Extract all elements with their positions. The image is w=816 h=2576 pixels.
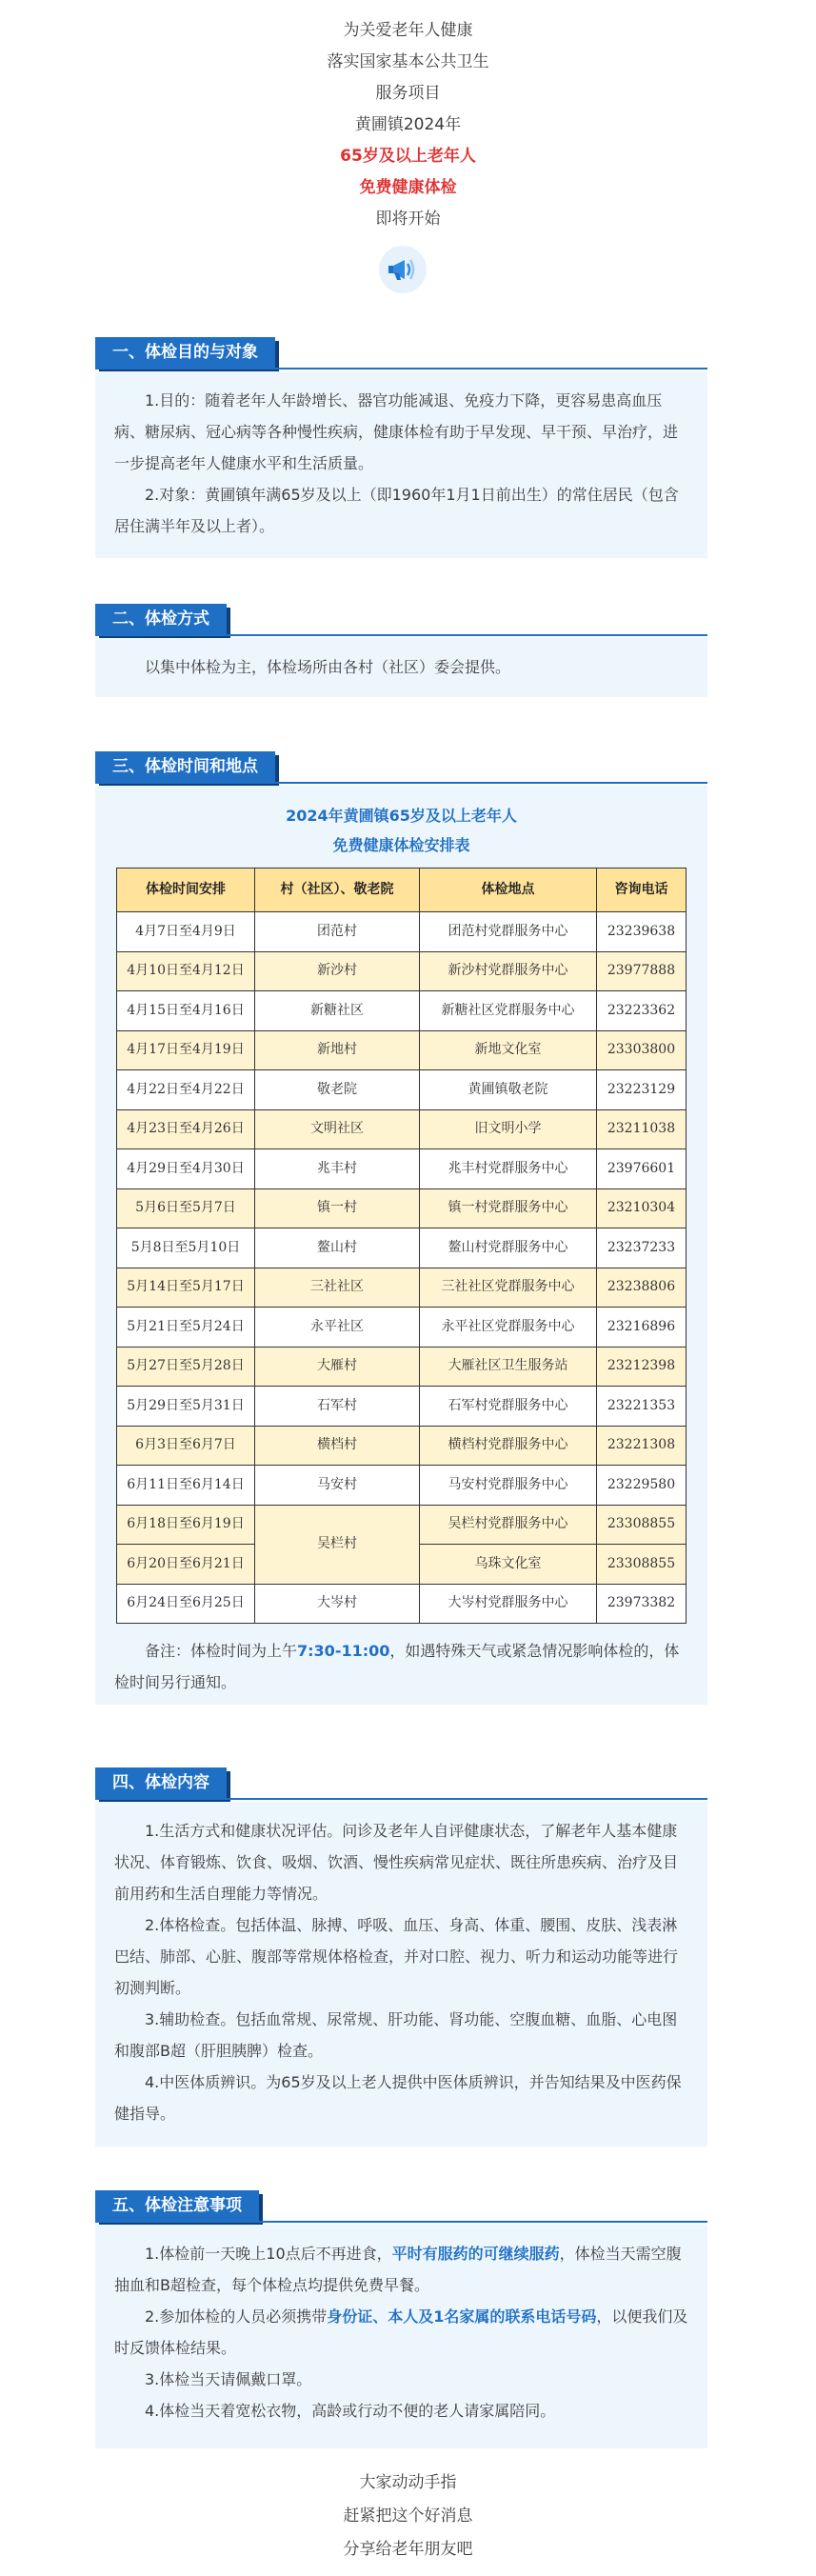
table-title: 2024年黄圃镇65岁及以上老年人	[286, 807, 517, 825]
text: 2.参加体检的人员必须携带	[145, 2307, 328, 2326]
section-rule	[95, 782, 707, 784]
cell-village: 团范村	[255, 912, 420, 952]
cell-location: 鳌山村党群服务中心	[420, 1228, 597, 1268]
cell-date: 6月20日至6月21日	[117, 1545, 255, 1585]
table-row	[117, 1308, 687, 1348]
paragraph: 2.对象：黄圃镇年满65岁及以上（即1960年1月1日前出生）的常住居民（包含居住满半年及以上者）。	[114, 486, 679, 535]
table-row	[117, 991, 687, 1031]
cell-location: 新沙村党群服务中心	[420, 951, 597, 991]
intro-line: 即将开始	[375, 210, 441, 229]
cell-phone: 23212398	[597, 1347, 687, 1387]
megaphone-icon	[379, 246, 427, 293]
section-header	[95, 748, 707, 784]
cell-phone: 23216896	[597, 1308, 687, 1348]
intro-line: 黄圃镇2024年	[354, 115, 462, 134]
section-content	[95, 371, 707, 558]
note-time: 7:30-11:00	[297, 1642, 390, 1660]
cell-phone: 23973382	[597, 1584, 687, 1624]
paragraph: 3.体检当天请佩戴口罩。	[145, 2370, 312, 2388]
cell-date: 4月10日至4月12日	[117, 951, 255, 991]
cell-phone: 23977888	[597, 951, 687, 991]
paragraph: 4.体检当天着宽松衣物，高龄或行动不便的老人请家属陪同。	[145, 2402, 556, 2420]
cell-location: 旧文明小学	[420, 1109, 597, 1149]
intro-line: 落实国家基本公共卫生	[327, 52, 489, 71]
column-header: 体检时间安排	[117, 869, 255, 912]
paragraph: 4.中医体质辨识。为65岁及以上老人提供中医体质辨识，并告知结果及中医药保健指导。	[114, 2073, 682, 2123]
column-header: 体检地点	[420, 869, 597, 912]
cell-date: 4月22日至4月22日	[117, 1070, 255, 1110]
cell-phone: 23223362	[597, 991, 687, 1031]
table-row	[117, 1466, 687, 1506]
cell-village: 大雁村	[255, 1347, 420, 1387]
table-row	[117, 1030, 687, 1070]
cell-date: 5月21日至5月24日	[117, 1308, 255, 1348]
column-header: 咨询电话	[597, 869, 687, 912]
table-row	[117, 1188, 687, 1228]
cell-phone: 23239638	[597, 912, 687, 952]
cell-phone: 23238806	[597, 1268, 687, 1308]
cell-date: 6月11日至6月14日	[117, 1466, 255, 1506]
cell-phone: 23210304	[597, 1188, 687, 1228]
cell-date: 4月7日至4月9日	[117, 912, 255, 952]
cell-location: 吴栏村党群服务中心	[420, 1505, 597, 1545]
cell-location: 马安村党群服务中心	[420, 1466, 597, 1506]
cell-village: 镇一村	[255, 1188, 420, 1228]
cell-phone: 23303800	[597, 1030, 687, 1070]
cell-date: 4月23日至4月26日	[117, 1109, 255, 1149]
cell-village: 吴栏村	[255, 1505, 420, 1584]
table-row	[117, 1228, 687, 1268]
intro-line: 服务项目	[375, 84, 441, 103]
table-row	[117, 1505, 687, 1545]
cell-village: 横档村	[255, 1426, 420, 1466]
cell-location: 石军村党群服务中心	[420, 1387, 597, 1427]
note-text: ，如遇特殊天气或紧急情况影响体检的，体检时间另行通知。	[114, 1642, 680, 1691]
cell-phone: 23976601	[597, 1149, 687, 1189]
section-notes	[95, 2187, 707, 2420]
cell-date: 5月8日至5月10日	[117, 1228, 255, 1268]
footer-line: 分享给老年朋友吧	[343, 2540, 473, 2559]
footer-line: 大家动动手指	[359, 2473, 457, 2492]
column-header: 村（社区）、敬老院	[255, 869, 420, 912]
cell-date: 6月3日至6月7日	[117, 1426, 255, 1466]
cell-phone: 23223129	[597, 1070, 687, 1110]
section-rule	[95, 634, 707, 636]
text: ，以便我们及时反馈体检结果。	[114, 2307, 688, 2357]
cell-location: 黄圃镇敬老院	[420, 1070, 597, 1110]
cell-phone: 23237233	[597, 1228, 687, 1268]
cell-date: 6月24日至6月25日	[117, 1584, 255, 1624]
cell-date: 4月15日至4月16日	[117, 991, 255, 1031]
table-row	[117, 1149, 687, 1189]
section-header	[95, 333, 707, 369]
table-row	[117, 951, 687, 991]
cell-phone: 23211038	[597, 1109, 687, 1149]
cell-village: 石军村	[255, 1387, 420, 1427]
table-row	[117, 1070, 687, 1110]
cell-village: 永平社区	[255, 1308, 420, 1348]
table-row	[117, 912, 687, 952]
section-content	[95, 2225, 707, 2448]
text: ，体检当天需空腹抽血和B超检查，每个体检点均提供免费早餐。	[114, 2245, 682, 2294]
text: 1.体检前一天晚上10点后不再进食，	[145, 2245, 392, 2263]
section-header	[95, 2187, 707, 2223]
paragraph: 2.体格检查。包括体温、脉搏、呼吸、血压、身高、体重、腰围、皮肤、浅表淋巴结、肺部、心脏、腹部等常规体格检查，并对口腔、视力、听力和运动功能等进行初测判断。	[114, 1916, 679, 1997]
cell-location: 横档村党群服务中心	[420, 1426, 597, 1466]
section-purpose	[95, 333, 707, 535]
section-title: 四、体检内容	[95, 1767, 227, 1798]
intro-block	[0, 15, 816, 235]
emphasis: 身份证、本人及1名家属的联系电话号码	[327, 2307, 597, 2326]
section-title: 一、体检目的与对象	[95, 337, 275, 368]
cell-location: 永平社区党群服务中心	[420, 1308, 597, 1348]
footer	[0, 2466, 816, 2566]
table-header-row	[117, 869, 687, 912]
intro-line: 为关爱老年人健康	[343, 21, 473, 40]
section-header	[95, 600, 707, 636]
cell-date: 5月14日至5月17日	[117, 1268, 255, 1308]
section-content	[95, 786, 707, 1705]
paragraph: 3.辅助检查。包括血常规、尿常规、肝功能、肾功能、空腹血糖、血脂、心电图和腹部B超（肝胆胰脾）检查。	[114, 2010, 678, 2060]
section-method	[95, 600, 707, 676]
cell-village: 三社社区	[255, 1268, 420, 1308]
cell-date: 5月27日至5月28日	[117, 1347, 255, 1387]
section-header	[95, 1764, 707, 1800]
cell-date: 5月6日至5月7日	[117, 1188, 255, 1228]
cell-village: 文明社区	[255, 1109, 420, 1149]
cell-location: 镇一村党群服务中心	[420, 1188, 597, 1228]
paragraph	[114, 2301, 688, 2364]
section-rule	[95, 2221, 707, 2223]
section-content	[95, 1802, 707, 2147]
table-row	[117, 1387, 687, 1427]
cell-location: 三社社区党群服务中心	[420, 1268, 597, 1308]
section-rule	[95, 368, 707, 369]
cell-village: 新糖社区	[255, 991, 420, 1031]
note-text: 备注：体检时间为上午	[145, 1642, 298, 1660]
cell-village: 鳌山村	[255, 1228, 420, 1268]
paragraph: 1.目的：随着老年人年龄增长、器官功能减退、免疫力下降，更容易患高血压病、糖尿病、冠心病等各种慢性疾病，健康体检有助于早发现、早干预、早治疗，进一步提高老年人健康水平和生活质量。	[114, 391, 679, 472]
cell-date: 6月18日至6月19日	[117, 1505, 255, 1545]
section-schedule	[95, 748, 707, 1691]
section-title: 三、体检时间和地点	[95, 751, 275, 782]
cell-location: 团范村党群服务中心	[420, 912, 597, 952]
footer-line: 赶紧把这个好消息	[343, 2506, 473, 2526]
cell-location: 新地文化室	[420, 1030, 597, 1070]
cell-phone: 23229580	[597, 1466, 687, 1506]
section-title: 二、体检方式	[95, 604, 227, 634]
table-row	[117, 1268, 687, 1308]
section-title: 五、体检注意事项	[95, 2190, 259, 2221]
cell-phone: 23221308	[597, 1426, 687, 1466]
paragraph	[114, 2238, 688, 2301]
table-row	[117, 1426, 687, 1466]
cell-phone: 23308855	[597, 1505, 687, 1545]
section-content-items	[95, 1764, 707, 2123]
intro-highlight: 65岁及以上老年人	[340, 147, 476, 166]
schedule-table	[116, 868, 687, 1624]
table-row	[117, 1347, 687, 1387]
cell-date: 5月29日至5月31日	[117, 1387, 255, 1427]
emphasis: 平时有服药的可继续服药	[391, 2245, 560, 2263]
table-row	[117, 1109, 687, 1149]
intro-highlight: 免费健康体检	[359, 178, 457, 197]
cell-location: 大岑村党群服务中心	[420, 1584, 597, 1624]
cell-village: 敬老院	[255, 1070, 420, 1110]
cell-location: 乌珠文化室	[420, 1545, 597, 1585]
table-row	[117, 1584, 687, 1624]
cell-village: 马安村	[255, 1466, 420, 1506]
cell-location: 大雁社区卫生服务站	[420, 1347, 597, 1387]
paragraph: 以集中体检为主，体检场所由各村（社区）委会提供。	[145, 658, 511, 676]
paragraph: 1.生活方式和健康状况评估。问诊及老年人自评健康状态，了解老年人基本健康状况、体育锻炼、饮食、吸烟、饮酒、慢性疾病常见症状、既往所患疾病、治疗及目前用药和生活自理能力等情况。	[114, 1822, 679, 1903]
cell-phone: 23308855	[597, 1545, 687, 1585]
cell-phone: 23221353	[597, 1387, 687, 1427]
cell-village: 兆丰村	[255, 1149, 420, 1189]
cell-village: 新地村	[255, 1030, 420, 1070]
cell-location: 新糖社区党群服务中心	[420, 991, 597, 1031]
cell-village: 大岑村	[255, 1584, 420, 1624]
cell-location: 兆丰村党群服务中心	[420, 1149, 597, 1189]
cell-date: 4月29日至4月30日	[117, 1149, 255, 1189]
section-content	[95, 638, 707, 697]
table-title: 免费健康体检安排表	[332, 836, 470, 854]
cell-village: 新沙村	[255, 951, 420, 991]
schedule-note	[114, 1635, 688, 1698]
cell-date: 4月17日至4月19日	[117, 1030, 255, 1070]
section-rule	[95, 1798, 707, 1800]
